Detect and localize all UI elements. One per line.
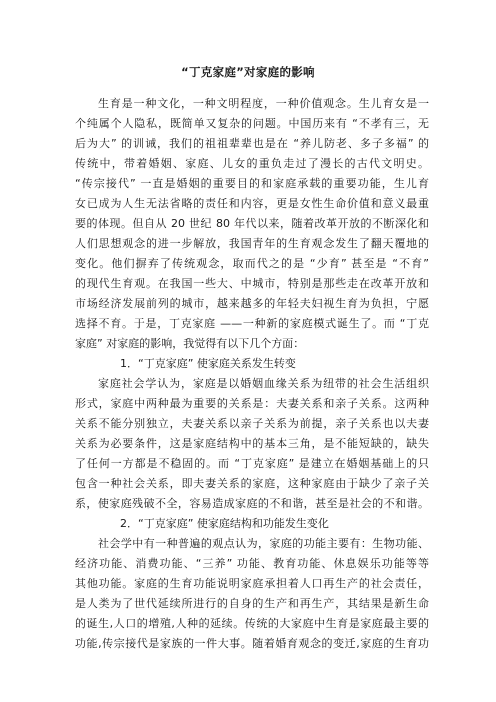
text-line: 社会学中有一种普遍的观点认为，家庭的功能主要有：生物功能、 <box>98 537 429 550</box>
text-line: 功能,传宗接代是家族的一件大事。随着婚育观念的变迁,家庭的生育功 <box>75 637 429 650</box>
text-line: 变化。他们摒弃了传统观念，取而代之的是 “少育” 甚至是 “不育” <box>75 257 429 270</box>
text-line: 家庭” 对家庭的影响，我觉得有以下几个方面： <box>75 337 305 350</box>
text-line: 经济功能、消费功能、“三养” 功能、教育功能、休息娱乐功能等等 <box>75 557 429 570</box>
text-line: 的现代生育观。在我国一些大、中城市，特别是那些走在改革开放和 <box>75 277 429 290</box>
text-line: 其他功能。家庭的生育功能说明家庭承担着人口再生产的社会责任， <box>75 577 429 590</box>
text-line: 传统中，带着婚姻、家庭、儿女的重负走过了漫长的古代文明史。 <box>75 157 429 170</box>
text-line: 家庭社会学认为，家庭是以婚姻血缘关系为纽带的社会生活组织 <box>98 377 429 390</box>
text-line: 是人类为了世代延续所进行的自身的生产和再生产，其结果是新生命 <box>75 597 429 610</box>
text-line: 系，使家庭残破不全，容易造成家庭的不和谐，甚至是社会的不和谐。 <box>75 497 429 510</box>
text-line: 选择不育。于是，丁克家庭 ——一种新的家庭模式诞生了。而 “丁克 <box>75 317 429 330</box>
text-line: 了任何一方都是不稳固的。而 “丁克家庭” 是建立在婚姻基础上的只 <box>75 457 429 470</box>
text-line: 人们思想观念的进一步解放，我国青年的生育观念发生了翻天覆地的 <box>75 237 429 250</box>
text-line: 后为大” 的训诫，我们的祖祖辈辈也是在 “养儿防老、多子多福” 的 <box>75 137 429 150</box>
text-line: 关系为必要条件，这是家庭结构中的基本三角，是不能短缺的，缺失 <box>75 437 429 450</box>
text-line: “传宗接代” 一直是婚姻的重要目的和家庭承载的重要功能，生儿育 <box>75 177 429 190</box>
section-heading: 1．“丁克家庭” 使家庭关系发生转变 <box>120 357 296 370</box>
text-line: 要的体现。但自从 20 世纪 80 年代以来，随着改革开放的不断深化和 <box>75 217 429 230</box>
text-line: 形式，家庭中两种最为重要的关系是：夫妻关系和亲子关系。这两种 <box>75 397 429 410</box>
text-line: 市场经济发展前列的城市，越来越多的年轻夫妇视生育为负担，宁愿 <box>75 297 429 310</box>
text-line: 女已成为人生无法省略的责任和内容，更是女性生命价值和意义最重 <box>75 197 429 210</box>
text-line: 的诞生,人口的增殖,人种的延续。传统的大家庭中生育是家庭最主要的 <box>75 617 429 630</box>
text-line: 关系不能分别独立，夫妻关系以亲子关系为前提，亲子关系也以夫妻 <box>75 417 429 430</box>
section-heading: 2．“丁克家庭” 使家庭结构和功能发生变化 <box>120 517 329 530</box>
text-line: 个纯属个人隐私，既简单又复杂的问题。中国历来有 “不孝有三，无 <box>75 117 429 130</box>
text-line: 包含一种社会关系，即夫妻关系的家庭，这种家庭由于缺少了亲子关 <box>75 477 429 490</box>
document-title: “丁克家庭”对家庭的影响 <box>181 65 315 79</box>
text-line: 生育是一种文化，一种文明程度，一种价值观念。生儿育女是一 <box>98 97 429 110</box>
